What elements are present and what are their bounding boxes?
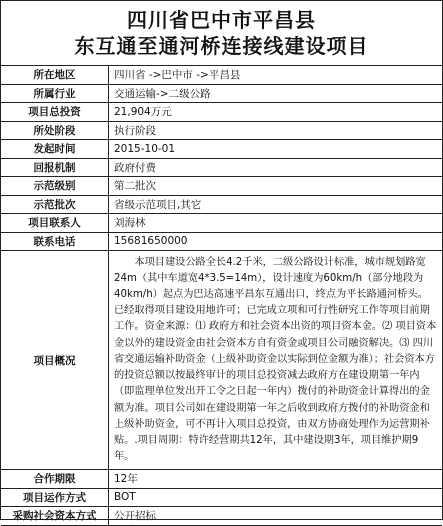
field-label: 项目运作方式: [1, 488, 109, 507]
field-label: 示范批次: [1, 195, 109, 214]
table-row: [1, 470, 442, 489]
field-value: 公开招标: [109, 507, 443, 526]
table-row: [1, 232, 442, 251]
field-value: 政府付费: [109, 158, 443, 177]
field-value: 2015-10-01: [109, 140, 443, 159]
title-line-2: 东互通至通河桥连接线建设项目: [74, 34, 369, 58]
field-label: 采购社会资本方式: [1, 507, 109, 526]
table-row: [1, 195, 442, 214]
field-value: 省级示范项目,其它: [109, 195, 443, 214]
overview-text: 本项目建设公路全长4.2千米，二级公路设计标准，城市规划路宽24m（其中车道宽4*3.5=14m），设计速度为60km/h（部分地段为40km/h）起点为巴达高速平昌东互通出口，终点为平长路通河桥头。已经取得项目建设用地许可；已完成立项和可行性研究工作等项目前期工作。资金来源：⑴ 政府方和社会资本出资的项目资本金。⑵ 项目资本金以外的建设资金由社会资本方自有资金或项目公司融资解决。⑶ 四川省交通运输补助资金（上级补助资金以实际到位金额为准）；社会资本方的投资总额以按最终审计的项目总投资减去政府方在建设期第一年内（即监理单位发出开工令之日起一年内）拨付的补助资金计算得出的金额为准。项目公司如在建设期第一年之后收到政府方拨付的补助资金和上级补助资金，可不再计入项目总投资，由双方协商处理作为运营期补贴。.项目周期：特许经营期共12年，其中建设期3年，项目维护期9年。: [109, 251, 443, 470]
field-label: 项目总投资: [1, 103, 109, 122]
field-value: 21,904万元: [109, 103, 443, 122]
table-row: [1, 66, 442, 84]
table-row: [1, 140, 442, 159]
field-label: 回报机制: [1, 158, 109, 177]
table-row: [1, 214, 442, 233]
field-value: 四川省 ->巴中市 ->平昌县: [109, 66, 443, 84]
field-value: 执行阶段: [109, 121, 443, 140]
field-label: 合作期限: [1, 470, 109, 489]
table-row: [1, 84, 442, 103]
field-label: 所属行业: [1, 84, 109, 103]
table-row: [1, 177, 442, 196]
field-value: 第二批次: [109, 177, 443, 196]
overview-label: 项目概况: [1, 251, 109, 470]
field-label: 联系电话: [1, 232, 109, 251]
project-info-table: [1, 66, 442, 526]
field-label: 发起时间: [1, 140, 109, 159]
table-row: [1, 488, 442, 507]
table-row: [1, 158, 442, 177]
table-row: [1, 103, 442, 122]
table-row: [1, 121, 442, 140]
field-label: 示范级别: [1, 177, 109, 196]
table-row-overview: [1, 251, 442, 470]
title-line-1: 四川省巴中市平昌县: [127, 8, 316, 32]
field-value: BOT: [109, 488, 443, 507]
field-value: 交通运输->二级公路: [109, 84, 443, 103]
page-title: [1, 1, 442, 66]
field-label: 所处阶段: [1, 121, 109, 140]
field-label: 所在地区: [1, 66, 109, 84]
field-value: 15681650000: [109, 232, 443, 251]
table-row: [1, 507, 442, 526]
field-label: 项目联系人: [1, 214, 109, 233]
field-value: 刘海林: [109, 214, 443, 233]
field-value: 12年: [109, 470, 443, 489]
